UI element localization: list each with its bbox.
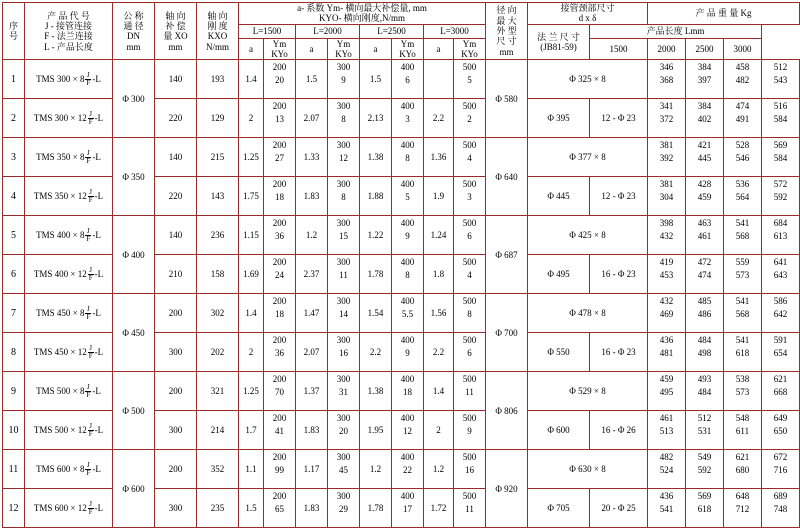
row-seq-12: 12 [3,489,25,528]
weight-3000-1: 512 543 [762,60,800,99]
a-2000-5: 1.2 [296,216,328,255]
a-1500-8: 2 [239,333,264,372]
table-row [3,60,800,99]
ym-kyo-3000-6: 500 4 [454,255,486,294]
ym-kyo-3000-11: 500 16 [454,450,486,489]
row-seq-2: 2 [3,99,25,138]
a-1500-3: 1.25 [239,138,264,177]
max-outer-size-9: Φ 806 [486,372,528,450]
header-seq-line1: 序 [8,20,18,31]
weight-2500-6: 559 573 [724,255,762,294]
axial-compensation-2: 220 [155,99,197,138]
ym-kyo-2000-6: 300 11 [328,255,360,294]
weight-2000-11: 549 592 [686,450,724,489]
axial-compensation-6: 210 [155,255,197,294]
header-od-l2: 最 大 [496,15,517,26]
header-od-l5: mm [499,46,514,57]
ym-kyo-2000-5: 300 15 [328,216,360,255]
product-code-8: TMS 450 × 12 $\frac{J}{F}$ -L [25,333,113,372]
header-weight-2500: 2500 [686,38,724,60]
axial-compensation-9: 200 [155,372,197,411]
axial-stiffness-1: 193 [197,60,239,99]
ym-kyo-2500-11: 400 22 [392,450,424,489]
header-od-l1: 径 向 [496,5,517,16]
ym-kyo-3000-12: 500 11 [454,489,486,528]
weight-2500-11: 621 680 [724,450,762,489]
axial-compensation-7: 200 [155,294,197,333]
flange-size-10: 16 - Φ 26 [590,411,648,450]
a-2500-6: 1.78 [360,255,392,294]
row-seq-4: 4 [3,177,25,216]
header-dn-l2: 通 径 [123,20,144,31]
header-neck-l1: 接管颈部尺寸 [560,3,615,13]
a-2000-12: 1.83 [296,489,328,528]
weight-2500-5: 541 568 [724,216,762,255]
ym-kyo-2000-4: 300 8 [328,177,360,216]
a-3000-1 [424,60,454,99]
max-outer-size-11: Φ 920 [486,450,528,528]
table-row [3,216,800,255]
header-stiff-l2: 刚 度 [207,20,228,31]
a-2000-9: 1.37 [296,372,328,411]
axial-stiffness-12: 235 [197,489,239,528]
header-axial-l4: mm [168,41,183,52]
header-weight-1500: 1500 [590,38,648,60]
weight-1500-4: 381 304 [648,177,686,216]
a-3000-5: 1.24 [424,216,454,255]
ym-kyo-2500-9: 400 18 [392,372,424,411]
weight-2500-3: 528 546 [724,138,762,177]
header-flange-l1: 法 兰 尺 寸 [537,31,580,42]
a-2000-1: 1.5 [296,60,328,99]
ym-kyo-2000-1: 300 9 [328,60,360,99]
header-stiff-l3: KXO [207,31,228,42]
ym-kyo-1500-4: 200 18 [264,177,296,216]
weight-2000-8: 484 498 [686,333,724,372]
header-weight-l1: 产 品 重 量 Kg [695,8,752,19]
table-row [3,450,800,489]
row-seq-8: 8 [3,333,25,372]
axial-compensation-4: 220 [155,177,197,216]
header-dn-l1: 公 称 [123,10,144,21]
weight-2500-12: 648 712 [724,489,762,528]
header-len-1500: L=1500 [239,24,296,38]
a-1500-4: 1.75 [239,177,264,216]
weight-2500-2: 474 491 [724,99,762,138]
axial-compensation-8: 300 [155,333,197,372]
header-axial-compensation [155,3,197,60]
nominal-diameter-3: Φ 350 [113,138,155,216]
a-3000-8: 2.2 [424,333,454,372]
header-ym-3000: Ym [462,38,477,49]
header-seq-line2: 号 [8,31,18,42]
a-3000-7: 1.56 [424,294,454,333]
weight-2000-2: 384 402 [686,99,724,138]
neck-size-9: Φ 529 × 8 [528,372,648,411]
ym-kyo-2500-8: 400 9 [392,333,424,372]
a-2500-9: 1.38 [360,372,392,411]
ym-kyo-2000-10: 300 20 [328,411,360,450]
product-code-11: TMS 600 × 8 $\frac{J}{F}$ -L [25,450,113,489]
ym-kyo-3000-4: 500 3 [454,177,486,216]
weight-1500-11: 482 524 [648,450,686,489]
ym-kyo-2000-7: 300 14 [328,294,360,333]
weight-2000-6: 472 474 [686,255,724,294]
axial-compensation-10: 300 [155,411,197,450]
row-seq-11: 11 [3,450,25,489]
weight-3000-6: 641 643 [762,255,800,294]
axial-compensation-1: 140 [155,60,197,99]
weight-2000-12: 569 618 [686,489,724,528]
a-3000-11: 1.2 [424,450,454,489]
ym-kyo-3000-9: 500 11 [454,372,486,411]
a-2500-10: 1.95 [360,411,392,450]
header-kyo-1500: KYo [271,49,288,60]
table-row [3,294,800,333]
header-len-2500: L=2500 [360,24,424,38]
a-2000-4: 1.83 [296,177,328,216]
a-1500-1: 1.4 [239,60,264,99]
a-1500-6: 1.69 [239,255,264,294]
product-spec-table [2,2,800,528]
neck-size-7: Φ 478 × 8 [528,294,648,333]
header-ym-2000: Ym [336,38,351,49]
header-product-code [25,3,113,60]
axial-stiffness-6: 158 [197,255,239,294]
weight-1500-3: 381 392 [648,138,686,177]
product-code-9: TMS 500 × 8 $\frac{J}{F}$ -L [25,372,113,411]
ym-kyo-1500-9: 200 70 [264,372,296,411]
weight-2500-9: 538 573 [724,372,762,411]
weight-1500-9: 459 495 [648,372,686,411]
row-seq-6: 6 [3,255,25,294]
a-2000-11: 1.17 [296,450,328,489]
flange-size-12: 20 - Φ 25 [590,489,648,528]
ym-kyo-2500-1: 400 6 [392,60,424,99]
product-code-12: TMS 600 × 12 $\frac{J}{F}$ -L [25,489,113,528]
ym-kyo-1500-12: 200 65 [264,489,296,528]
ym-kyo-3000-8: 500 6 [454,333,486,372]
ym-kyo-2500-3: 400 8 [392,138,424,177]
weight-2000-9: 493 484 [686,372,724,411]
axial-stiffness-2: 129 [197,99,239,138]
header-weight-title [648,3,800,25]
a-1500-10: 1.7 [239,411,264,450]
product-code-7: TMS 450 × 8 $\frac{J}{F}$ -L [25,294,113,333]
header-ym-2500: Ym [400,38,415,49]
header-weight-2000: 2000 [648,38,686,60]
header-stiff-l4: N/mm [205,41,229,52]
header-ym-kyo-2000 [328,38,360,60]
a-2000-6: 2.37 [296,255,328,294]
header-a-3000: a [424,38,454,60]
weight-1500-5: 398 432 [648,216,686,255]
a-2500-11: 1.2 [360,450,392,489]
weight-2000-10: 512 531 [686,411,724,450]
ym-kyo-2000-8: 300 16 [328,333,360,372]
a-2000-8: 2.07 [296,333,328,372]
ym-kyo-1500-10: 200 41 [264,411,296,450]
axial-compensation-12: 300 [155,489,197,528]
weight-2500-7: 541 568 [724,294,762,333]
a-2500-7: 1.54 [360,294,392,333]
axial-compensation-5: 140 [155,216,197,255]
axial-compensation-3: 140 [155,138,197,177]
a-3000-6: 1.8 [424,255,454,294]
a-2500-5: 1.22 [360,216,392,255]
row-seq-7: 7 [3,294,25,333]
row-seq-3: 3 [3,138,25,177]
ym-kyo-3000-7: 500 8 [454,294,486,333]
weight-2000-5: 463 461 [686,216,724,255]
ym-kyo-1500-1: 200 20 [264,60,296,99]
weight-3000-5: 684 613 [762,216,800,255]
ym-kyo-2500-7: 400 5.5 [392,294,424,333]
a-2000-7: 1.47 [296,294,328,333]
weight-2500-4: 536 564 [724,177,762,216]
ym-kyo-1500-6: 200 24 [264,255,296,294]
a-2500-8: 2.2 [360,333,392,372]
flange-size-2: 12 - Φ 23 [590,99,648,138]
weight-2000-3: 421 445 [686,138,724,177]
axial-compensation-11: 200 [155,450,197,489]
weight-1500-12: 436 541 [648,489,686,528]
weight-3000-3: 569 584 [762,138,800,177]
header-row-1 [3,3,800,25]
ym-kyo-2500-6: 400 8 [392,255,424,294]
neck-size-2: Φ 395 [528,99,590,138]
weight-1500-6: 419 453 [648,255,686,294]
header-flange-l2: (JB81-59) [540,42,577,53]
header-neck-l2: d x δ [578,13,597,24]
header-kyo-3000: KYo [461,49,478,60]
header-axial-stiffness [197,3,239,60]
neck-size-12: Φ 705 [528,489,590,528]
ym-kyo-2500-5: 400 9 [392,216,424,255]
header-product-code-title: 产 品 代 号 [47,10,90,21]
axial-stiffness-11: 352 [197,450,239,489]
header-flange-size [528,24,590,60]
header-code-note-0: J - 接管连接 [45,20,92,31]
header-ym-kyo-2500 [392,38,424,60]
axial-stiffness-9: 321 [197,372,239,411]
a-1500-7: 1.4 [239,294,264,333]
neck-size-4: Φ 445 [528,177,590,216]
header-a-1500: a [239,38,264,60]
header-a-2000: a [296,38,328,60]
header-max-outer-size [486,3,528,60]
a-3000-2: 2.2 [424,99,454,138]
row-seq-9: 9 [3,372,25,411]
a-2500-3: 1.38 [360,138,392,177]
weight-3000-11: 672 716 [762,450,800,489]
a-1500-11: 1.1 [239,450,264,489]
neck-size-10: Φ 600 [528,411,590,450]
a-2000-10: 1.83 [296,411,328,450]
weight-1500-7: 432 469 [648,294,686,333]
weight-1500-8: 436 481 [648,333,686,372]
weight-3000-12: 689 748 [762,489,800,528]
weight-3000-9: 621 668 [762,372,800,411]
header-lateral-l2: KYO- 横向刚度,N/mm [319,13,405,24]
max-outer-size-5: Φ 687 [486,216,528,294]
weight-1500-2: 341 372 [648,99,686,138]
header-ym-kyo-1500 [264,38,296,60]
header-len-3000: L=3000 [424,24,486,38]
table-row [3,372,800,411]
weight-2500-8: 541 618 [724,333,762,372]
table-row [3,138,800,177]
a-2500-2: 2.13 [360,99,392,138]
nominal-diameter-7: Φ 450 [113,294,155,372]
ym-kyo-1500-3: 200 27 [264,138,296,177]
ym-kyo-1500-7: 200 18 [264,294,296,333]
header-neck-size [528,3,648,25]
max-outer-size-3: Φ 640 [486,138,528,216]
header-axial-l3: 量 XO [163,31,188,42]
header-weight-length: 产品长度 Lmm [590,24,762,38]
a-2500-12: 1.78 [360,489,392,528]
header-od-l4: 尺 寸 [496,36,517,47]
max-outer-size-7: Φ 700 [486,294,528,372]
a-3000-9: 1.4 [424,372,454,411]
axial-stiffness-7: 302 [197,294,239,333]
table-body [3,60,800,528]
max-outer-size-1: Φ 580 [486,60,528,138]
a-2500-4: 1.88 [360,177,392,216]
neck-size-5: Φ 425 × 8 [528,216,648,255]
ym-kyo-2000-3: 300 12 [328,138,360,177]
ym-kyo-1500-11: 200 99 [264,450,296,489]
ym-kyo-1500-5: 200 36 [264,216,296,255]
weight-2500-10: 548 611 [724,411,762,450]
header-od-l3: 外 型 [496,26,517,37]
axial-stiffness-3: 215 [197,138,239,177]
neck-size-1: Φ 325 × 8 [528,60,648,99]
neck-size-3: Φ 377 × 8 [528,138,648,177]
ym-kyo-2000-11: 300 45 [328,450,360,489]
ym-kyo-3000-10: 500 9 [454,411,486,450]
header-len-2000: L=2000 [296,24,360,38]
product-code-1: TMS 300 × 8 $\frac{J}{F}$ -L [25,60,113,99]
weight-2000-1: 384 397 [686,60,724,99]
neck-size-6: Φ 495 [528,255,590,294]
header-kyo-2000: KYo [335,49,352,60]
a-1500-5: 1.15 [239,216,264,255]
axial-stiffness-4: 143 [197,177,239,216]
header-axial-l1: 轴 向 [165,10,186,21]
ym-kyo-2500-10: 400 12 [392,411,424,450]
spec-table-page [0,2,788,516]
ym-kyo-3000-2: 500 2 [454,99,486,138]
header-code-note-1: F - 法兰连接 [44,31,93,42]
header-kyo-2500: KYo [399,49,416,60]
nominal-diameter-9: Φ 500 [113,372,155,450]
neck-size-11: Φ 630 × 8 [528,450,648,489]
header-weight-3000: 3000 [724,38,762,60]
a-3000-4: 1.9 [424,177,454,216]
a-1500-12: 1.5 [239,489,264,528]
header-stiff-l1: 轴 向 [207,10,228,21]
a-1500-2: 2 [239,99,264,138]
product-code-4: TMS 350 × 12 $\frac{J}{F}$ -L [25,177,113,216]
header-axial-l2: 补 偿 [165,20,186,31]
row-seq-5: 5 [3,216,25,255]
neck-size-8: Φ 550 [528,333,590,372]
a-3000-3: 1.36 [424,138,454,177]
weight-2000-7: 485 486 [686,294,724,333]
ym-kyo-3000-5: 500 6 [454,216,486,255]
ym-kyo-2000-12: 300 29 [328,489,360,528]
ym-kyo-1500-2: 200 13 [264,99,296,138]
flange-size-4: 12 - Φ 23 [590,177,648,216]
header-seq [3,3,25,60]
axial-stiffness-10: 214 [197,411,239,450]
weight-3000-2: 516 584 [762,99,800,138]
ym-kyo-3000-3: 500 4 [454,138,486,177]
a-2000-2: 2.07 [296,99,328,138]
ym-kyo-2500-12: 400 17 [392,489,424,528]
weight-3000-4: 572 592 [762,177,800,216]
header-dn-l3: DN [127,31,140,42]
product-code-3: TMS 350 × 8 $\frac{J}{F}$ -L [25,138,113,177]
row-seq-1: 1 [3,60,25,99]
nominal-diameter-1: Φ 300 [113,60,155,138]
product-code-10: TMS 500 × 12 $\frac{J}{F}$ -L [25,411,113,450]
header-dn-l4: mm [126,41,141,52]
product-code-5: TMS 400 × 8 $\frac{J}{F}$ -L [25,216,113,255]
a-2000-3: 1.33 [296,138,328,177]
header-ym-kyo-3000 [454,38,486,60]
a-1500-9: 1.25 [239,372,264,411]
header-a-2500: a [360,38,392,60]
weight-3000-10: 649 650 [762,411,800,450]
weight-1500-1: 346 368 [648,60,686,99]
header-lateral-group-title [239,3,486,25]
flange-size-8: 16 - Φ 23 [590,333,648,372]
ym-kyo-2000-2: 300 8 [328,99,360,138]
weight-2500-1: 458 482 [724,60,762,99]
flange-size-6: 16 - Φ 23 [590,255,648,294]
weight-1500-10: 461 513 [648,411,686,450]
ym-kyo-3000-1: 500 5 [454,60,486,99]
nominal-diameter-5: Φ 400 [113,216,155,294]
axial-stiffness-8: 202 [197,333,239,372]
weight-3000-7: 586 642 [762,294,800,333]
product-code-2: TMS 300 × 12 $\frac{J}{F}$ -L [25,99,113,138]
ym-kyo-2500-2: 400 3 [392,99,424,138]
product-code-6: TMS 400 × 12 $\frac{J}{F}$ -L [25,255,113,294]
header-nominal-diameter [113,3,155,60]
weight-2000-4: 428 459 [686,177,724,216]
ym-kyo-2500-4: 400 5 [392,177,424,216]
a-3000-10: 2 [424,411,454,450]
a-3000-12: 1.72 [424,489,454,528]
header-code-note-2: L - 产品长度 [44,41,93,52]
ym-kyo-2000-9: 300 31 [328,372,360,411]
axial-stiffness-5: 236 [197,216,239,255]
nominal-diameter-11: Φ 600 [113,450,155,528]
a-2500-1: 1.5 [360,60,392,99]
header-ym-1500: Ym [272,38,287,49]
row-seq-10: 10 [3,411,25,450]
ym-kyo-1500-8: 200 36 [264,333,296,372]
header-lateral-l1: a- 系数 Ym- 横向最大补偿量, mm [297,3,427,13]
weight-3000-8: 591 654 [762,333,800,372]
